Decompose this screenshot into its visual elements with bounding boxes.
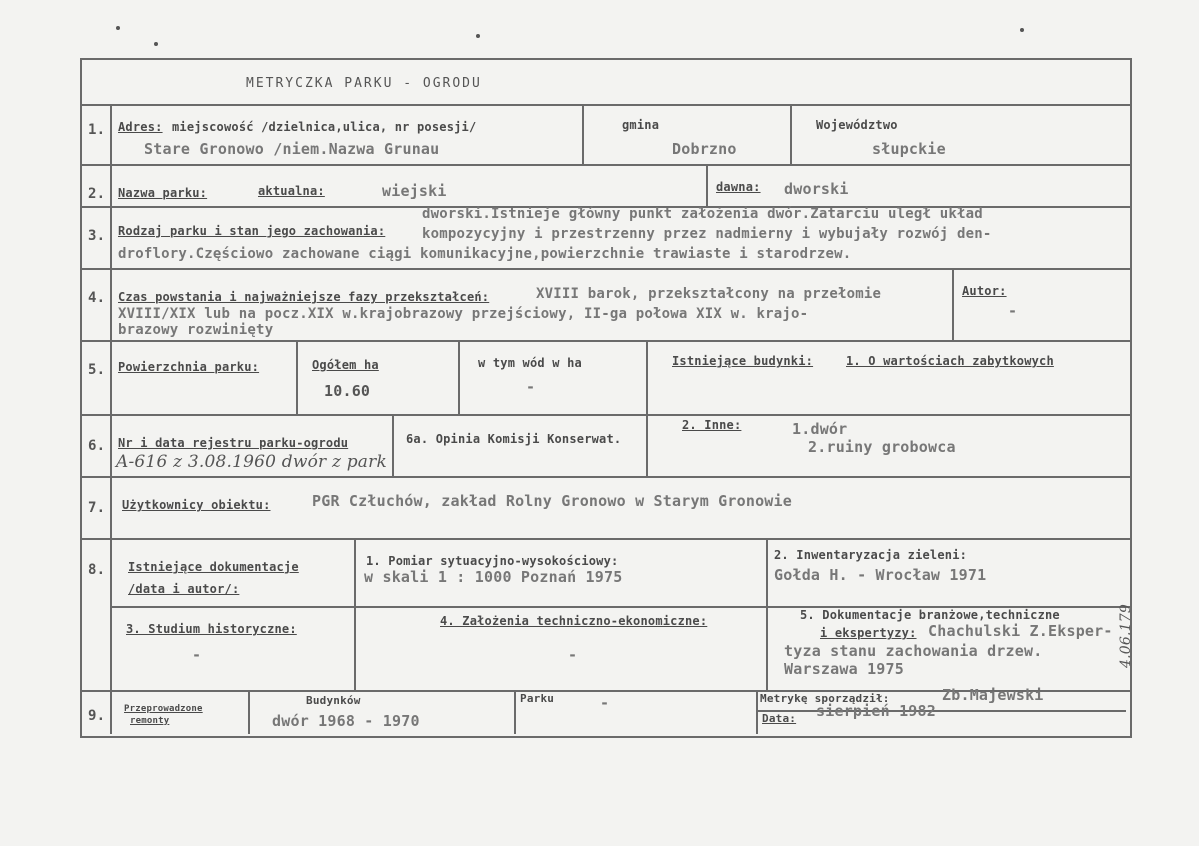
row-number: 9.: [88, 708, 106, 724]
register-handwritten: A-616 z 3.08.1960 dwór z park: [116, 452, 387, 472]
current-name-value: wiejski: [382, 182, 447, 200]
renovations-label: Przeprowadzone: [124, 704, 203, 714]
register-label: Nr i data rejestru parku-ogrodu: [118, 436, 349, 450]
technical-assumptions-label: 4. Założenia techniczno-ekonomiczne:: [440, 614, 708, 628]
documentation-label: Istniejące dokumentacje: [128, 560, 299, 574]
author-label: Autor:: [962, 284, 1007, 298]
other-item-1: 1.dwór: [792, 420, 848, 438]
row-number: 1.: [88, 122, 106, 138]
row-number: 7.: [88, 500, 106, 516]
total-area-label: Ogółem ha: [312, 358, 379, 372]
historical-study-label: 3. Studium historyczne:: [126, 622, 297, 636]
expert-docs-value-3: Warszawa 1975: [784, 660, 904, 678]
former-name-label: dawna:: [716, 180, 761, 194]
row-number: 8.: [88, 562, 106, 578]
conservation-opinion-label: 6a. Opinia Komisji Konserwat.: [406, 432, 622, 446]
row-number: 4.: [88, 290, 106, 306]
other-item-2: 2.ruiny grobowca: [808, 438, 956, 456]
history-label: Czas powstania i najważniejsze fazy przekształceń:: [118, 290, 490, 304]
date-label: Data:: [762, 712, 797, 725]
address-value: Stare Gronowo /niem.Nazwa Grunau: [144, 140, 440, 158]
current-name-label: aktualna:: [258, 184, 325, 198]
other-label: 2. Inne:: [682, 418, 742, 432]
address-label: Adres:: [118, 120, 163, 134]
renovations-sub-label: remonty: [130, 716, 170, 726]
water-area-value: -: [526, 378, 536, 396]
expert-docs-label: 5. Dokumentacje branżowe,techniczne: [800, 608, 1060, 622]
users-label: Użytkownicy obiektu:: [122, 498, 271, 512]
row-number: 2.: [88, 186, 106, 202]
voivodeship-value: słupckie: [872, 140, 946, 158]
expert-docs-value-2: tyza stanu zachowania drzew.: [784, 642, 1043, 660]
row-number: 5.: [88, 362, 106, 378]
punch-dot: [154, 42, 158, 46]
buildings-label: Istniejące budynki:: [672, 354, 814, 368]
park-renovation-value: -: [600, 694, 610, 712]
historic-buildings-label: 1. O wartościach zabytkowych: [846, 354, 1054, 368]
park-type-label: Rodzaj parku i stan jego zachowania:: [118, 224, 386, 238]
punch-dot: [1020, 28, 1024, 32]
prepared-by-value: Zb.Majewski: [942, 686, 1044, 704]
gmina-label: gmina: [622, 118, 660, 132]
expert-docs-value-1: Chachulski Z.Eksper-: [928, 622, 1113, 640]
row-number: 3.: [88, 228, 106, 244]
park-name-label: Nazwa parku:: [118, 186, 208, 200]
page-title: METRYCZKA PARKU - OGRODU: [246, 76, 482, 91]
survey-value: w skali 1 : 1000 Poznań 1975: [364, 568, 623, 586]
date-value: sierpień 1982: [816, 702, 936, 720]
history-line-1: XVIII barok, przekształcony na przełomie: [536, 286, 882, 302]
prepared-by-label: Metrykę sporządził:: [760, 692, 890, 705]
gmina-value: Dobrzno: [672, 140, 737, 158]
row-number: 6.: [88, 438, 106, 454]
park-type-line-1: dworski.Istnieje główny punkt założenia dwór.Zatarciu uległ układ: [422, 206, 983, 222]
historical-study-value: -: [192, 646, 202, 664]
author-value: -: [1008, 302, 1018, 320]
side-note: 4.06.179: [1118, 604, 1134, 668]
park-type-line-2: kompozycyjny i przestrzenny przez nadmierny i wybujały rozwój den-: [422, 226, 992, 242]
history-line-2: XVIII/XIX lub na pocz.XIX w.krajobrazowy przejściowy, II-ga połowa XIX w. krajo-: [118, 306, 809, 322]
former-name-value: dworski: [784, 180, 849, 198]
expert-docs-sub-label: i ekspertyzy:: [820, 626, 917, 640]
technical-assumptions-value: -: [568, 646, 578, 664]
punch-dot: [116, 26, 120, 30]
area-label: Powierzchnia parku:: [118, 360, 260, 374]
buildings-renovation-value: dwór 1968 - 1970: [272, 712, 420, 730]
documentation-sub-label: /data i autor/:: [128, 582, 240, 596]
inventory-value: Gołda H. - Wrocław 1971: [774, 566, 987, 584]
address-detail-label: miejscowość /dzielnica,ulica, nr posesji/: [172, 120, 477, 134]
park-renovation-label: Parku: [520, 692, 555, 705]
users-value: PGR Człuchów, zakład Rolny Gronowo w Starym Gronowie: [312, 492, 792, 510]
voivodeship-label: Województwo: [816, 118, 898, 132]
total-area-value: 10.60: [324, 382, 371, 400]
buildings-renovation-label: Budynków: [306, 694, 361, 707]
park-type-line-3: droflory.Częściowo zachowane ciągi komunikacyjne,powierzchnie trawiaste i starodrzew.: [118, 246, 852, 262]
survey-label: 1. Pomiar sytuacyjno-wysokościowy:: [366, 554, 619, 568]
inventory-label: 2. Inwentaryzacja zieleni:: [774, 548, 968, 562]
history-line-3: brazowy rozwinięty: [118, 322, 274, 338]
water-area-label: w tym wód w ha: [478, 356, 582, 370]
punch-dot: [476, 34, 480, 38]
